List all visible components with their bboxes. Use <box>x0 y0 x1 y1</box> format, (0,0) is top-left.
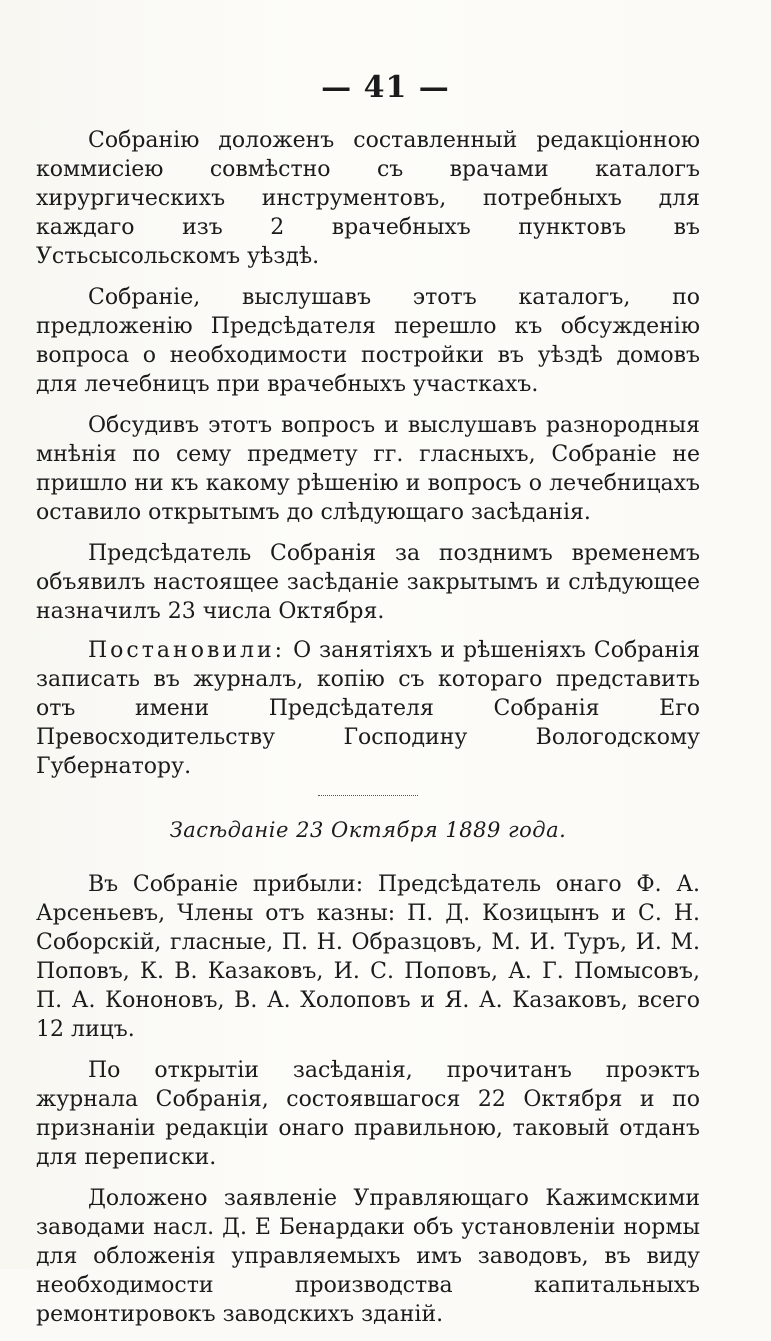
paragraph-journal-approval: По открытіи засѣданія, прочитанъ проэктъ журнала Собранія, состоявшагося 22 Октября и по признаніи редакціи онаго правильною, таковый отданъ для переписки. <box>36 1058 700 1170</box>
resolution-lead: Постановили: <box>88 638 286 663</box>
paragraph-attendees: Въ Собраніе прибыли: Предсѣдатель онаго Ф. А. Арсеньевъ, Члены отъ казны: П. Д. Козицынъ и С. Н. Соборскій, гласные, П. Н. Образцовъ, М. И. Туръ, И. М. Поповъ, К. В. Казаковъ, И. С. Поповъ, А. Г. Помысовъ, П. А. Кононовъ, В. А. Холоповъ и Я. А. Казаковъ, всего 12 лицъ. <box>36 872 700 1042</box>
paragraph-discussion: Обсудивъ этотъ вопросъ и выслушавъ разнородныя мнѣнія по сему предмету гг. гласныхъ, Собраніе не пришло ни къ какому рѣшенію и вопросъ о лечебницахъ оставило открытымъ до слѣдующаго засѣданія. <box>36 413 700 525</box>
page-body <box>36 126 700 1341</box>
paragraph-session-closed: Предсѣдатель Собранія за позднимъ временемъ объявилъ настоящее засѣданіе закрытымъ и слѣдующее назначилъ 23 числа Октября. <box>36 541 700 624</box>
paragraph-resolution <box>36 636 700 781</box>
section-divider <box>318 795 418 796</box>
session-heading: Засѣданіе 23 Октября 1889 года. <box>169 818 567 842</box>
paragraph-hospitals-question: Собраніе, выслушавъ этотъ каталогъ, по предложенію Предсѣдателя перешло къ обсужденію вопроса о необходимости постройки въ уѣздѣ домовъ для лечебницъ при врачебныхъ участкахъ. <box>36 285 700 397</box>
page-number: — 41 — <box>321 70 450 105</box>
resolution-text: О занятіяхъ и рѣшеніяхъ Собранія записать въ журналъ, копію съ котораго представить отъ имени Предсѣдателя Собранія Его Превосходительству Господину Вологодскому Губернатору. <box>36 638 700 779</box>
paragraph-catalog: Собранію доложенъ составленный редакціонною коммисіею совмѣстно съ врачами каталогъ хирургическихъ инструментовъ, потребныхъ для каждаго изъ 2 врачебныхъ пунктовъ въ Устьсысольскомъ уѣздѣ. <box>36 128 700 269</box>
paragraph-factory-statement: Доложено заявленіе Управляющаго Кажимскими заводами насл. Д. Е Бенардаки объ установленіи нормы для обложенія управляемыхъ имъ заводовъ, въ виду необходимости производства капитальныхъ ремонтировокъ заводскихъ зданій. <box>36 1186 700 1327</box>
